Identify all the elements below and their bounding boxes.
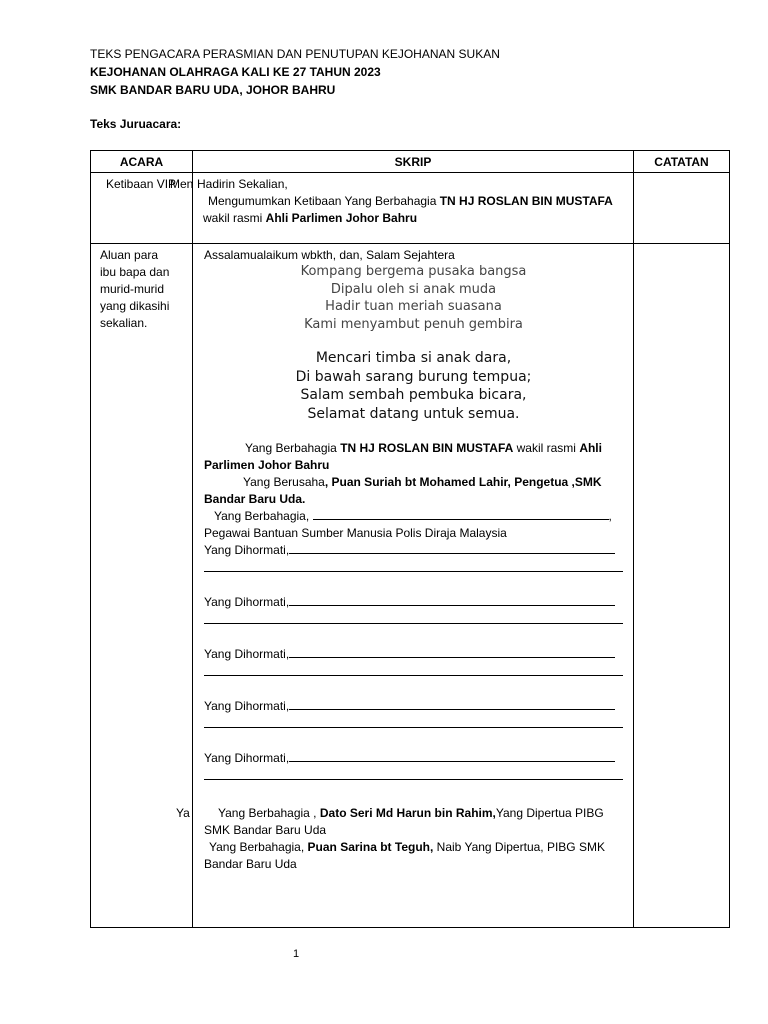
table-row: [91, 244, 730, 928]
pibg-yang-dipertua: Yang Berbahagia , Dato Seri Md Harun bin Rahim,Yang Dipertua PIBG: [218, 806, 604, 820]
pantun-timba: Mencari timba si anak dara, Di bawah sarang burung tempua; Salam sembah pembuka bicara, Selamat datang untuk semua.: [295, 350, 532, 422]
section-label: Teks Juruacara:: [90, 117, 182, 131]
yd-line: Yang Dihormati,: [204, 594, 615, 611]
header-acara: ACARA: [91, 151, 193, 173]
yb-school: Bandar Baru Uda.: [204, 492, 306, 506]
pibg-school-2: Bandar Baru Uda: [204, 857, 297, 871]
pibg-naib: Yang Berbahagia, Puan Sarina bt Teguh, Naib Yang Dipertua, PIBG SMK: [209, 840, 605, 854]
yb-pengetua: Yang Berusaha, Puan Suriah bt Mohamed Lahir, Pengetua ,SMK: [243, 475, 602, 489]
skrip-representative: wakil rasmi Ahli Parlimen Johor Bahru: [203, 211, 418, 225]
acara-vip-label: Ketibaan VIP: [106, 177, 177, 191]
acara-line: Aluan para: [100, 248, 159, 262]
script-table: [90, 150, 730, 928]
catatan-cell-aluan: [634, 244, 730, 928]
blank-line: [204, 727, 623, 728]
acara-line: ibu bapa dan: [100, 265, 170, 279]
page-number: 1: [293, 948, 300, 960]
pantun-kompang: Kompang bergema pusaka bangsa Dipalu oleh si anak muda Hadir tuan meriah suasana Kami menyambut penuh gembira: [300, 264, 527, 332]
yd-line: Yang Dihormati,: [204, 750, 615, 767]
acara-line: yang dikasihi: [100, 299, 170, 313]
salam-greeting: Assalamualaikum wbkth, dan, Salam Sejahtera: [204, 248, 455, 262]
yb-parlimen: Parlimen Johor Bahru: [204, 458, 330, 472]
skrip-greeting: Hadirin Sekalian,: [197, 177, 288, 191]
acara-fragment: Ya: [176, 806, 190, 820]
yb-blank-line: Yang Berbahagia, ,: [214, 509, 612, 523]
blank-line: [204, 779, 623, 780]
header-skrip: SKRIP: [193, 151, 634, 173]
yd-line: Yang Dihormati,: [204, 542, 615, 559]
skrip-announcement: Mengumumkan Ketibaan Yang Berbahagia TN HJ ROSLAN BIN MUSTAFA: [208, 194, 613, 208]
header-catatan: CATATAN: [634, 151, 730, 173]
acara-cell-vip: [91, 173, 193, 244]
event-title: KEJOHANAN OLAHRAGA KALI KE 27 TAHUN 2023: [90, 65, 381, 79]
yd-line: Yang Dihormati,: [204, 646, 615, 663]
catatan-cell-vip: [634, 173, 730, 244]
blank-line: [204, 675, 623, 676]
blank-line: [204, 571, 623, 572]
acara-line: murid-murid: [100, 282, 165, 296]
pibg-school-1: SMK Bandar Baru Uda: [204, 823, 327, 837]
acara-cell-aluan: [91, 244, 193, 928]
yd-line: Yang Dihormati,: [204, 698, 615, 715]
table-header-row: [91, 151, 730, 173]
table-row: [91, 173, 730, 244]
blank-line: [204, 623, 623, 624]
acara-vip-overflow: Men: [170, 177, 194, 191]
yb-polis: Pegawai Bantuan Sumber Manusia Polis Diraja Malaysia: [204, 526, 507, 540]
yb-wakil-rasmi: Yang Berbahagia TN HJ ROSLAN BIN MUSTAFA wakil rasmi Ahli: [245, 441, 602, 455]
document-title: TEKS PENGACARA PERASMIAN DAN PENUTUPAN KEJOHANAN SUKAN: [90, 47, 500, 61]
skrip-cell-aluan: [193, 244, 634, 928]
acara-line: sekalian.: [100, 316, 148, 330]
skrip-cell-vip: [193, 173, 634, 244]
school-name: SMK BANDAR BARU UDA, JOHOR BAHRU: [90, 83, 336, 97]
